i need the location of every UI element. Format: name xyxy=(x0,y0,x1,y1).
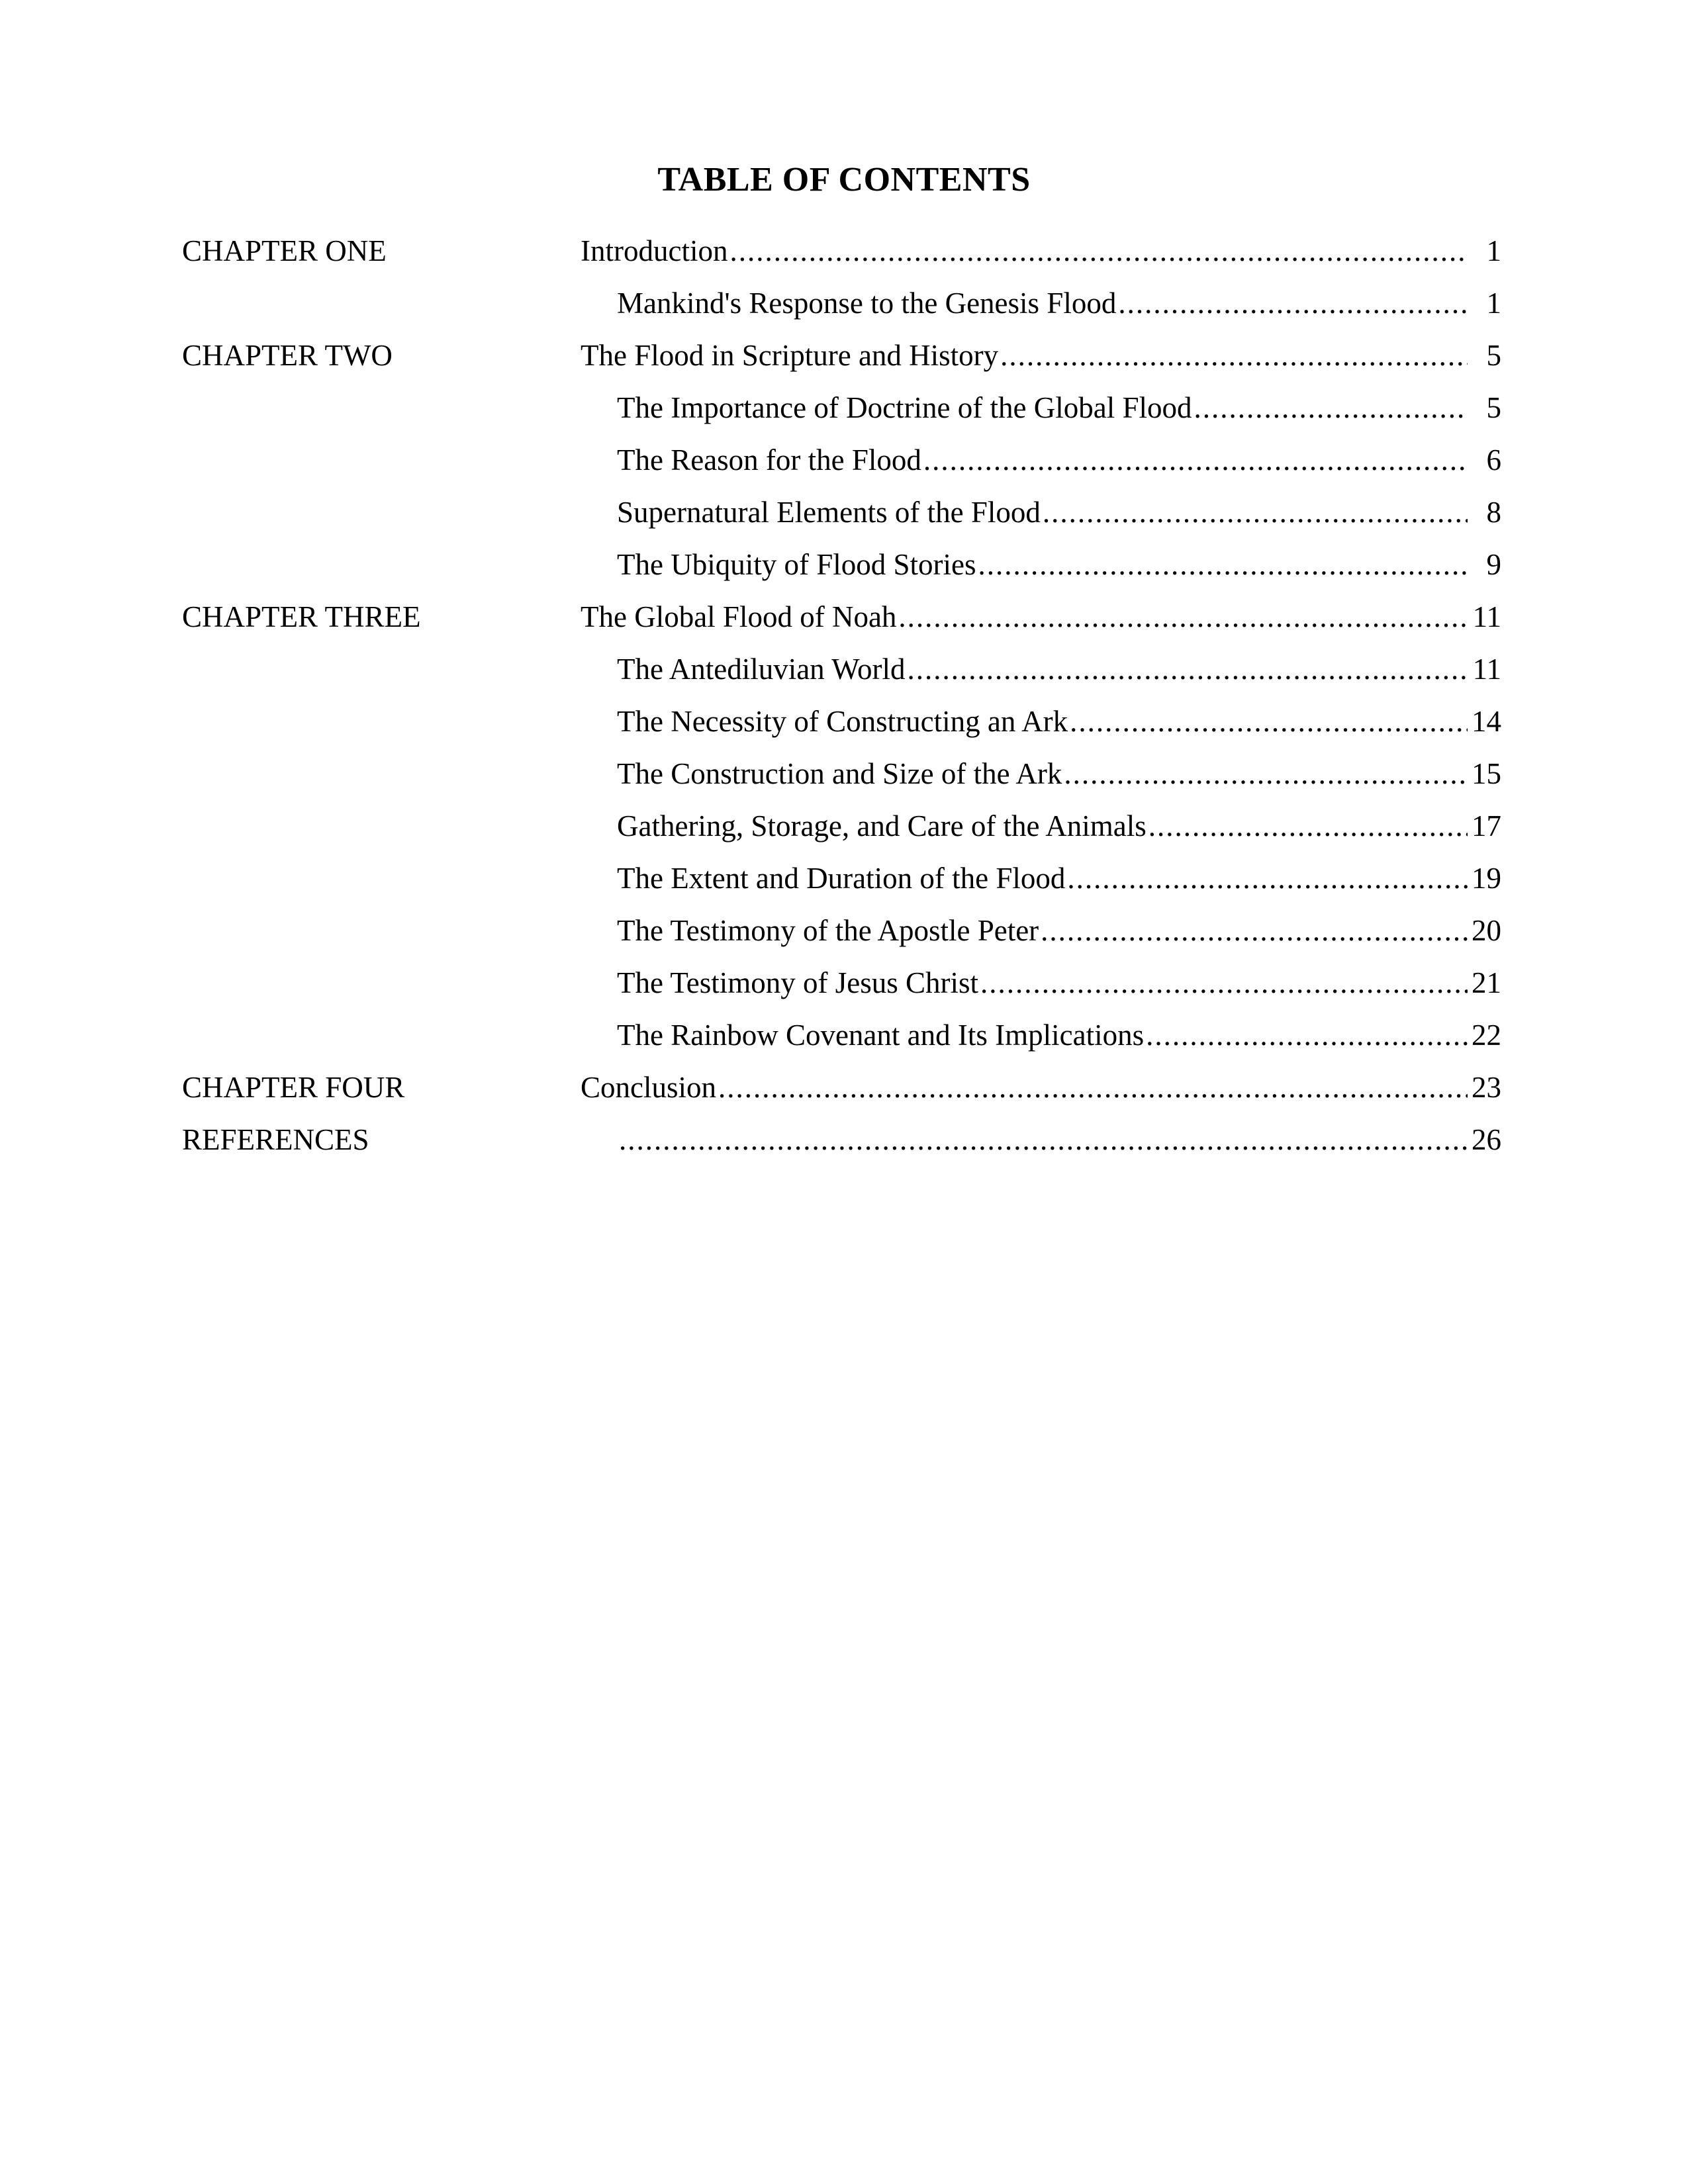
entry-title: Introduction xyxy=(581,234,728,267)
dot-leader xyxy=(1000,330,1468,382)
entry-title: The Importance of Doctrine of the Global Flood xyxy=(617,391,1192,424)
dot-leader xyxy=(1067,852,1468,905)
toc-entry-ubiquity-of-flood-stories xyxy=(617,539,1501,591)
toc-row xyxy=(0,643,1688,696)
dot-leader xyxy=(907,643,1468,696)
page-number: 11 xyxy=(1472,600,1501,633)
entry-title: Conclusion xyxy=(581,1071,717,1104)
entry-title: The Reason for the Flood xyxy=(617,443,921,477)
toc-row-references xyxy=(0,1114,1688,1166)
chapter-label: REFERENCES xyxy=(182,1123,369,1156)
toc-row xyxy=(0,382,1688,434)
toc-entry-global-flood-of-noah xyxy=(581,591,1501,643)
dot-leader xyxy=(1146,1009,1468,1062)
toc-entry-care-of-animals xyxy=(617,800,1501,852)
page-number: 11 xyxy=(1472,653,1501,686)
toc-row xyxy=(0,539,1688,591)
entry-title: The Necessity of Constructing an Ark xyxy=(617,705,1068,738)
dot-leader xyxy=(1064,748,1468,800)
toc-row xyxy=(0,748,1688,800)
page-number: 15 xyxy=(1472,757,1501,790)
toc-entry-antediluvian-world xyxy=(617,643,1501,696)
toc-row xyxy=(0,486,1688,539)
table-of-contents xyxy=(0,225,1688,1166)
page-number: 1 xyxy=(1486,287,1501,320)
toc-row xyxy=(0,852,1688,905)
dot-leader xyxy=(1118,277,1468,330)
entry-title: Mankind's Response to the Genesis Flood xyxy=(617,287,1117,320)
chapter-label: CHAPTER ONE xyxy=(182,234,387,267)
toc-row xyxy=(0,434,1688,486)
toc-entry-reason-for-flood xyxy=(617,434,1501,486)
toc-row xyxy=(0,957,1688,1009)
dot-leader xyxy=(980,957,1468,1009)
dot-leader xyxy=(729,225,1468,277)
toc-entry-extent-and-duration xyxy=(617,852,1501,905)
toc-entry-construction-and-size xyxy=(617,748,1501,800)
toc-entry-mankinds-response xyxy=(617,277,1501,330)
chapter-label: CHAPTER THREE xyxy=(182,600,421,633)
toc-row-chapter-one xyxy=(0,225,1688,277)
toc-row xyxy=(0,1009,1688,1062)
entry-title: The Testimony of the Apostle Peter xyxy=(617,914,1039,947)
dot-leader xyxy=(1194,382,1468,434)
entry-title: The Global Flood of Noah xyxy=(581,600,897,633)
toc-row xyxy=(0,905,1688,957)
chapter-label: CHAPTER FOUR xyxy=(182,1071,405,1104)
toc-entry-testimony-of-jesus xyxy=(617,957,1501,1009)
dot-leader xyxy=(1149,800,1468,852)
entry-title: The Antediluvian World xyxy=(617,653,906,686)
toc-entry-rainbow-covenant xyxy=(617,1009,1501,1062)
dot-leader xyxy=(978,539,1468,591)
page-number: 5 xyxy=(1486,339,1501,372)
entry-title: The Flood in Scripture and History xyxy=(581,339,999,372)
dot-leader xyxy=(1043,486,1468,539)
dot-leader xyxy=(718,1062,1468,1114)
toc-row xyxy=(0,800,1688,852)
toc-entry-necessity-of-ark xyxy=(617,696,1501,748)
toc-row-chapter-four xyxy=(0,1062,1688,1114)
dot-leader xyxy=(898,591,1468,643)
page-number: 14 xyxy=(1472,705,1501,738)
toc-entry-supernatural-elements xyxy=(617,486,1501,539)
toc-row xyxy=(0,696,1688,748)
page-number: 26 xyxy=(1472,1123,1501,1156)
toc-entry-introduction xyxy=(581,225,1501,277)
page-number: 20 xyxy=(1472,914,1501,947)
page-title: TABLE OF CONTENTS xyxy=(657,161,1031,199)
page-number: 19 xyxy=(1472,862,1501,895)
page-number: 6 xyxy=(1486,443,1501,477)
entry-title: The Construction and Size of the Ark xyxy=(617,757,1062,790)
toc-entry-testimony-of-peter xyxy=(617,905,1501,957)
page-number: 9 xyxy=(1486,548,1501,581)
toc-row xyxy=(0,277,1688,330)
chapter-label: CHAPTER TWO xyxy=(182,339,393,372)
dot-leader xyxy=(619,1114,1468,1166)
entry-title: The Extent and Duration of the Flood xyxy=(617,862,1066,895)
page-number: 8 xyxy=(1486,496,1501,529)
toc-entry-conclusion xyxy=(581,1062,1501,1114)
page-number: 23 xyxy=(1472,1071,1501,1104)
dot-leader xyxy=(1041,905,1468,957)
dot-leader xyxy=(1070,696,1468,748)
page-number: 21 xyxy=(1472,966,1501,999)
entry-title: The Testimony of Jesus Christ xyxy=(617,966,978,999)
page-number: 1 xyxy=(1486,234,1501,267)
entry-title: Supernatural Elements of the Flood xyxy=(617,496,1041,529)
toc-row-chapter-two xyxy=(0,330,1688,382)
entry-title: The Ubiquity of Flood Stories xyxy=(617,548,976,581)
toc-entry-references xyxy=(617,1114,1501,1166)
toc-entry-importance-of-doctrine xyxy=(617,382,1501,434)
toc-row-chapter-three xyxy=(0,591,1688,643)
dot-leader xyxy=(923,434,1468,486)
toc-entry-flood-in-scripture xyxy=(581,330,1501,382)
entry-title: Gathering, Storage, and Care of the Animals xyxy=(617,809,1147,842)
page-number: 5 xyxy=(1486,391,1501,424)
page-number: 22 xyxy=(1472,1019,1501,1052)
entry-title: The Rainbow Covenant and Its Implications xyxy=(617,1019,1145,1052)
page-number: 17 xyxy=(1472,809,1501,842)
